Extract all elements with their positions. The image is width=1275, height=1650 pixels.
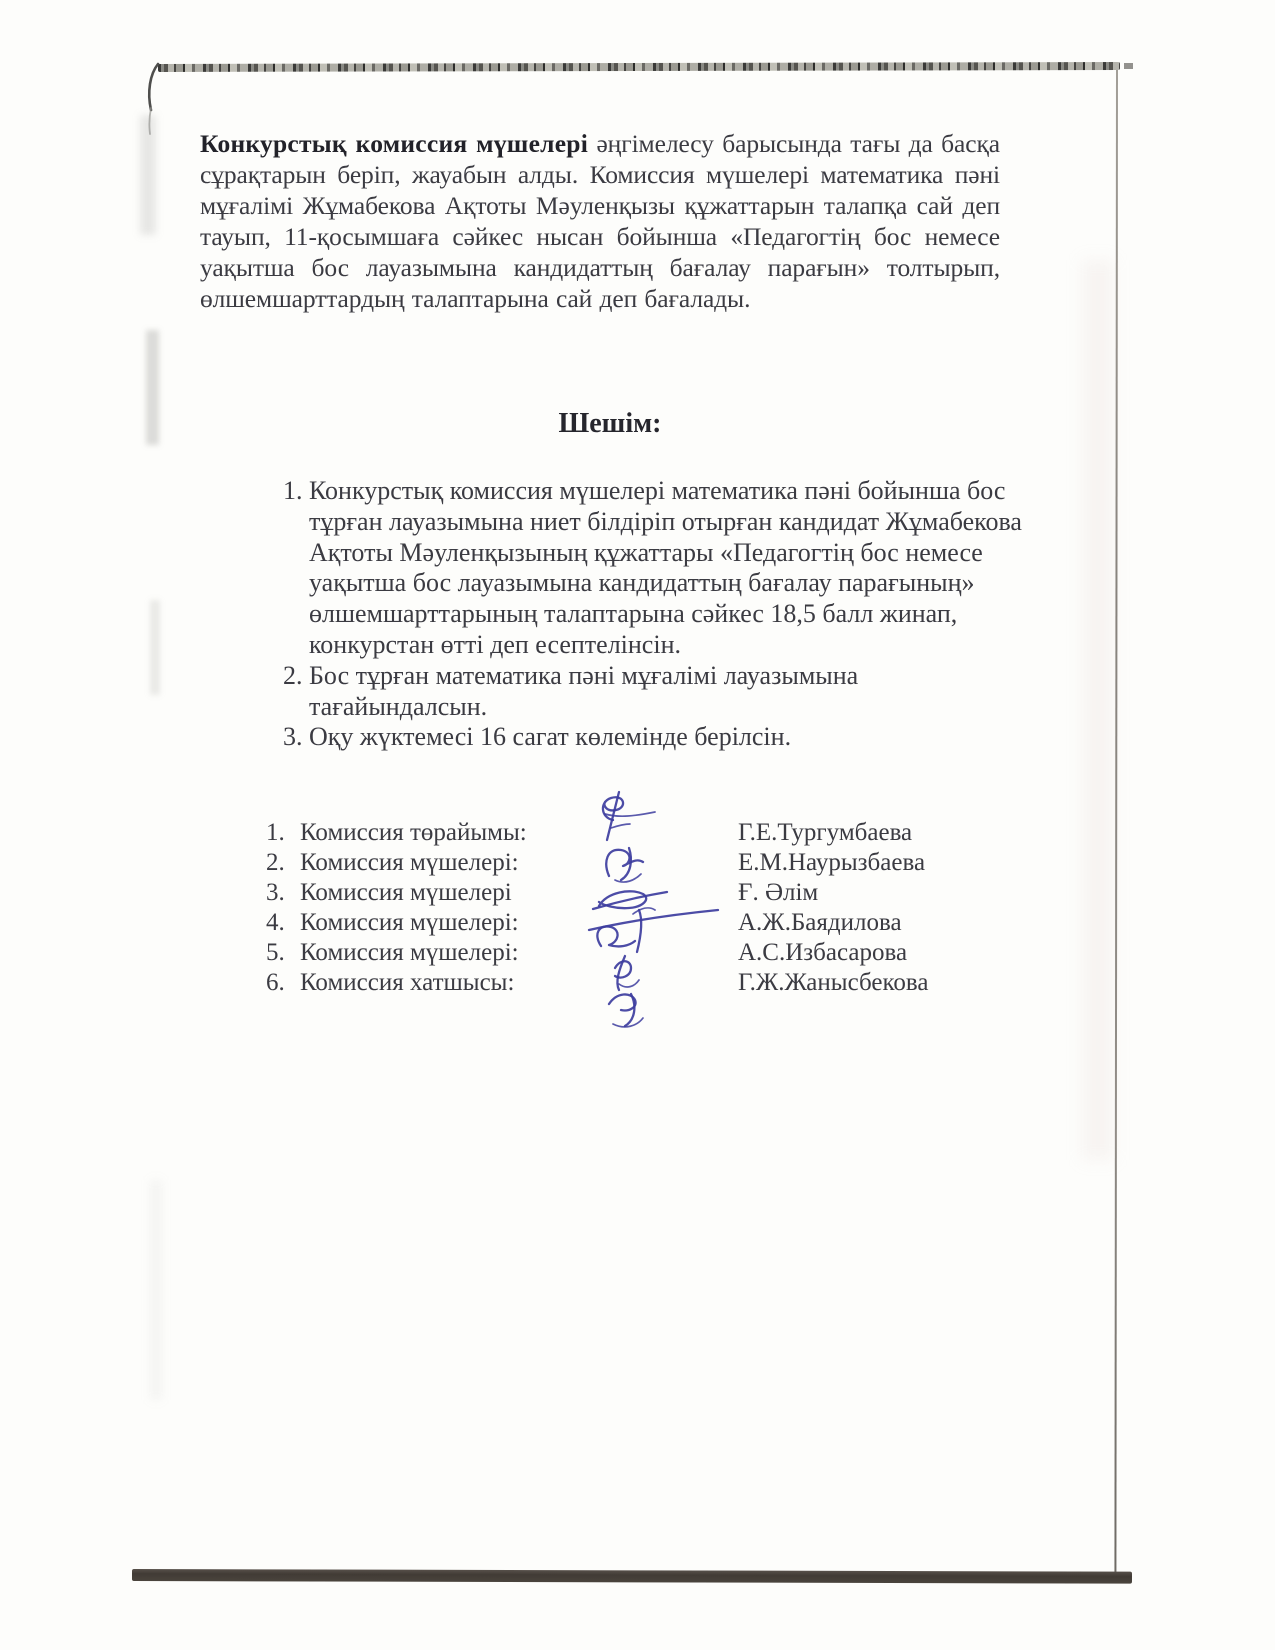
signatory-role: Комиссия мүшелері: <box>300 849 519 876</box>
scan-artifact-corner-mark <box>140 60 168 138</box>
signatory-name: Г.Ж.Жанысбекова <box>738 969 929 996</box>
signatory-number: 1. <box>266 819 285 846</box>
signatory-name: А.С.Избасарова <box>738 939 908 966</box>
paragraph-body-text: әңгімелесу барысында тағы да басқа сұрақтарын беріп, жауабын алды. Комиссия мүшелері математика пәні мұғалімі Жұмабекова Ақтоты Мәуленқызы құжаттарын талапқа сай деп тауып, 11-қосымшаға сәйкес нысан бойынша «Педагогтің бос немесе уақытша бос лауазымына кандидаттың бағалау парағын» толтырып, өлшемшарттардың талаптарына сай деп бағалады. <box>200 129 1000 313</box>
signature-ink-4 <box>589 908 718 952</box>
decision-heading: Шешім: <box>558 408 662 439</box>
signature-ink-5 <box>615 956 639 990</box>
signatory-role: Комиссия хатшысы: <box>300 969 515 996</box>
signatory-number: 5. <box>266 939 285 966</box>
decision-item <box>283 722 1031 753</box>
decision-item <box>283 661 1031 723</box>
signatory-number: 6. <box>266 969 285 996</box>
opening-paragraph <box>200 128 1000 314</box>
signatory-name: Е.М.Наурызбаева <box>738 849 926 876</box>
scan-smudge <box>150 600 160 695</box>
signature-ink-overlay <box>583 788 748 1038</box>
decision-item-number: 2. <box>283 660 303 690</box>
signatory-number: 2. <box>266 849 285 876</box>
scan-artifact-right-edge <box>1114 70 1118 1576</box>
signatory-name: Ғ. Әлім <box>738 879 819 906</box>
signatory-role: Комиссия мүшелері: <box>300 939 519 966</box>
decision-item <box>283 476 1031 661</box>
signature-ink-2 <box>606 848 643 882</box>
signature-ink-1 <box>603 792 655 840</box>
signatory-role: Комиссия мүшелері <box>300 879 512 906</box>
paragraph-bold-lead: Конкурстық комиссия мүшелері <box>200 129 589 158</box>
signature-ink-3 <box>593 891 667 909</box>
scan-smudge <box>146 330 159 445</box>
scan-artifact-top-edge <box>158 62 1120 72</box>
signature-ink-6 <box>609 994 643 1027</box>
scan-smudge <box>1082 260 1114 1160</box>
decision-item-number: 3. <box>283 722 303 752</box>
scan-smudge <box>150 1180 162 1400</box>
signatory-number: 3. <box>266 879 285 906</box>
scan-artifact-bottom-edge <box>132 1569 1132 1584</box>
scan-artifact-top-edge-tick <box>1124 63 1133 69</box>
signatory-name: А.Ж.Баядилова <box>738 909 902 936</box>
decision-list <box>283 476 1031 753</box>
signatory-role: Комиссия мүшелері: <box>300 909 519 936</box>
decision-item-number: 1. <box>283 476 303 505</box>
decision-item-text: Оқу жүктемесі 16 сагат көлемінде берілсін. <box>309 722 792 752</box>
decision-item-text: Конкурстық комиссия мүшелері математика пәні бойынша бос тұрған лауазымына ниет білдіріп отырған кандидат Жұмабекова Ақтоты Мәуленқызының құжаттары «Педагогтің бос немесе уақытша бос лауазымына кандидаттың бағалау парағының» өлшемшарттарының талаптарына сәйкес 18,5 балл жинап, конкурстан өтті деп есептелінсін. <box>309 476 1022 659</box>
signatory-name: Г.Е.Тургумбаева <box>738 819 913 846</box>
signatory-number: 4. <box>266 909 285 936</box>
signatory-role: Комиссия төрайымы: <box>300 819 527 846</box>
decision-item-text: Бос тұрған математика пәні мұғалімі лауазымына тағайындалсын. <box>309 660 859 721</box>
